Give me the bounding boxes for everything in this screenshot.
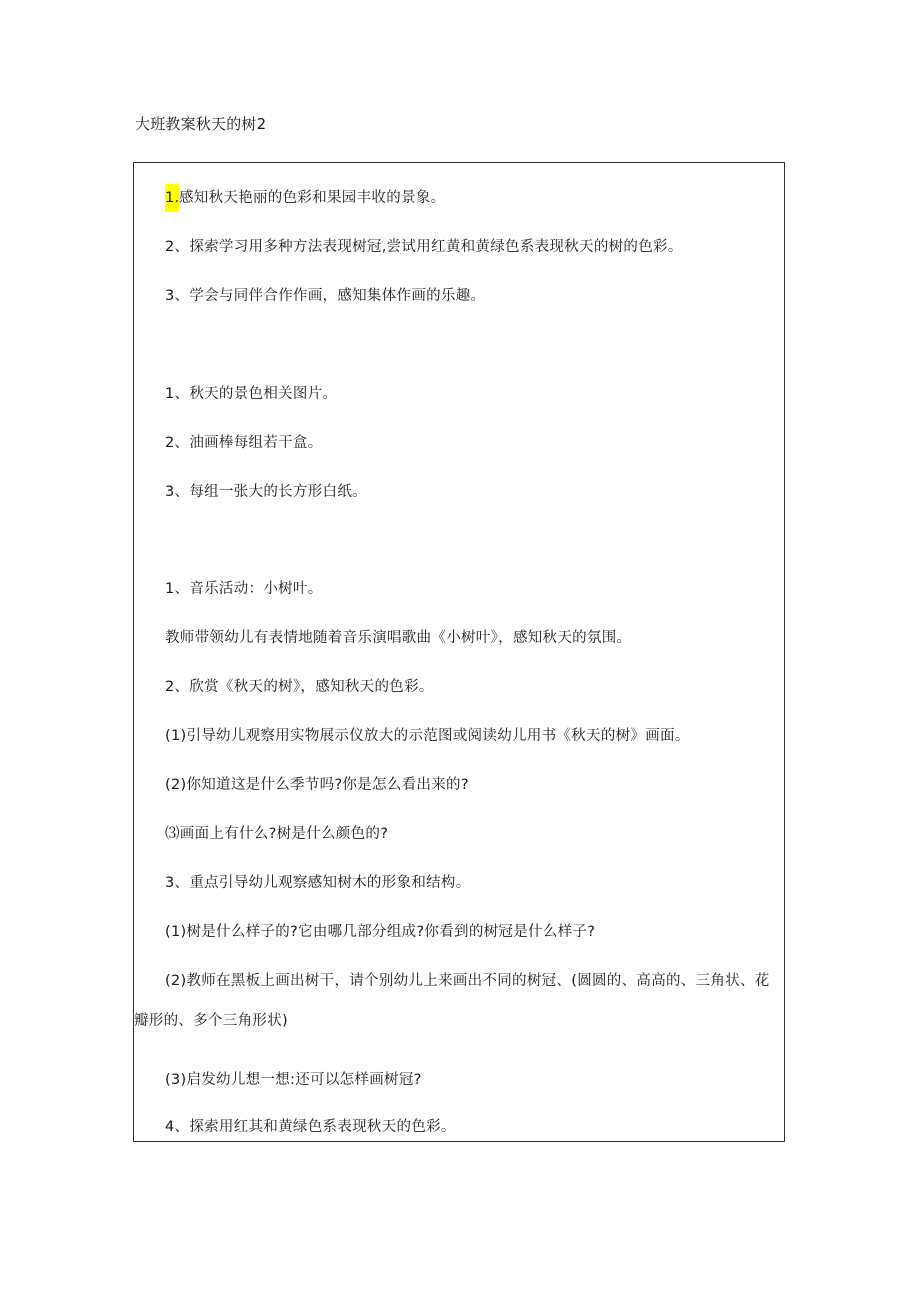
- goal-item-1: [134, 188, 784, 212]
- process-step-3-q3: (3)启发幼儿想一想:还可以怎样画树冠?: [165, 1072, 422, 1088]
- lesson-content-box: [133, 162, 785, 1142]
- prep-item-2: 2、油画棒每组若干盒。: [165, 435, 323, 451]
- process-step-2: 2、欣赏《秋天的树》，感知秋天的色彩。: [165, 679, 434, 695]
- process-step-1: 1、音乐活动：小树叶。: [165, 581, 323, 597]
- document-title: 大班教案秋天的树2: [135, 115, 267, 133]
- prep-item-1: 1、秋天的景色相关图片。: [165, 386, 338, 402]
- prep-item-3: 3、每组一张大的长方形白纸。: [165, 484, 367, 500]
- process-step-3: 3、重点引导幼儿观察感知树木的形象和结构。: [165, 875, 471, 891]
- process-step-2-q1: (1)引导幼儿观察用实物展示仪放大的示范图或阅读幼儿用书《秋天的树》画面。: [165, 728, 690, 744]
- process-step-3-q2: (2)教师在黑板上画出树干，请个别幼儿上来画出不同的树冠、(圆圆的、高高的、三角状、花瓣形的、多个三角形状): [134, 973, 770, 1029]
- goal-item-3: 3、学会与同伴合作作画，感知集体作画的乐趣。: [165, 288, 486, 304]
- goal-item-1-text: 感知秋天艳丽的色彩和果园丰收的景象。: [179, 190, 446, 206]
- process-step-2-q3: ⑶画面上有什么?树是什么颜色的?: [165, 826, 389, 842]
- process-step-4: 4、探索用红其和黄绿色系表现秋天的色彩。: [165, 1119, 456, 1135]
- process-step-3-q1: (1)树是什么样子的?它由哪几部分组成?你看到的树冠是什么样子?: [165, 924, 596, 940]
- process-step-1-detail: 教师带领幼儿有表情地随着音乐演唱歌曲《小树叶》，感知秋天的氛围。: [165, 630, 632, 646]
- highlighted-marker: 1.: [165, 184, 179, 212]
- process-step-2-q2: (2)你知道这是什么季节吗?你是怎么看出来的?: [165, 777, 469, 793]
- goal-item-2: 2、探索学习用多种方法表现树冠,尝试用红黄和黄绿色系表现秋天的树的色彩。: [165, 239, 683, 255]
